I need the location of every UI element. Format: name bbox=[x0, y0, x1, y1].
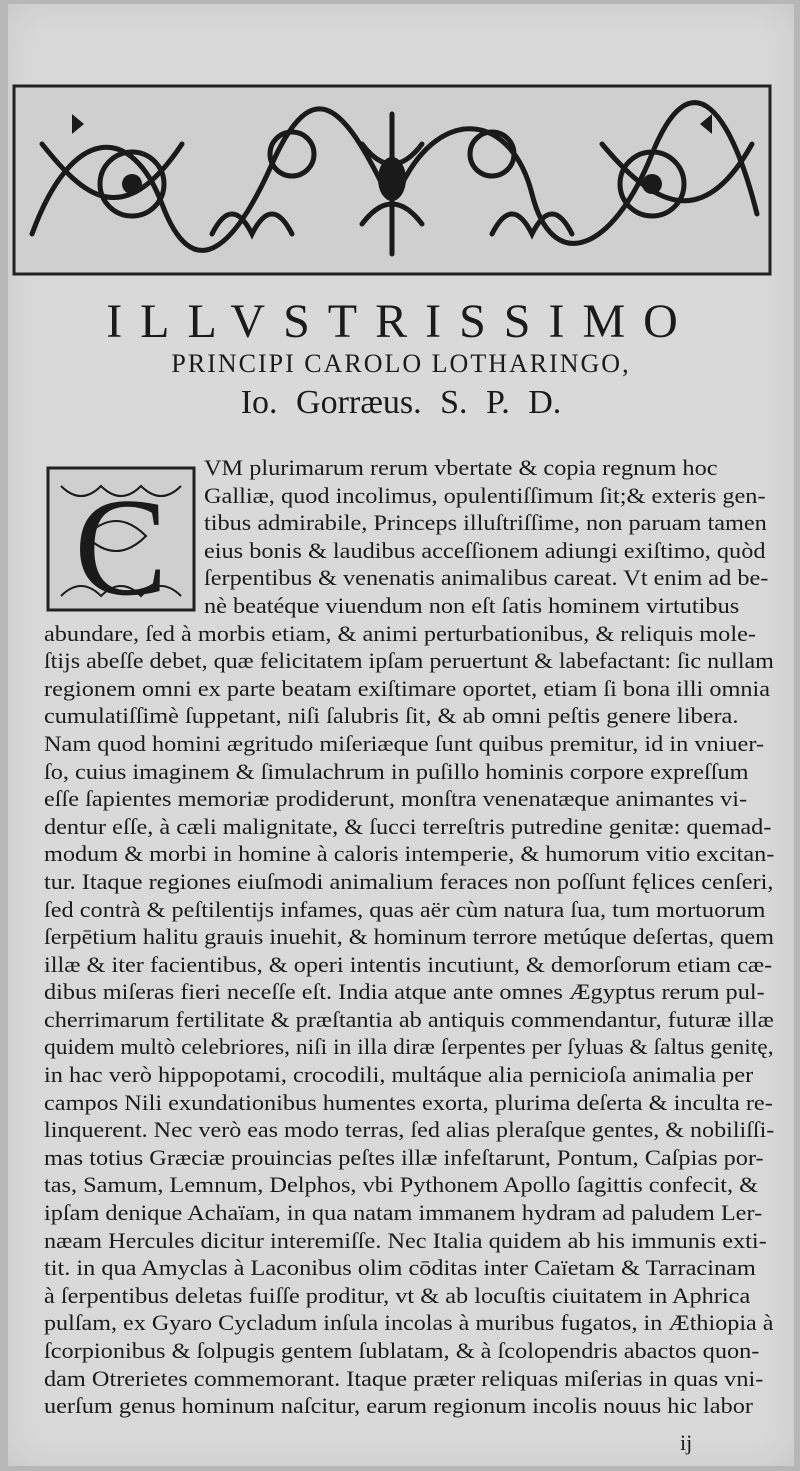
dedication-author: Io. Gorræus. S. P. D. bbox=[240, 384, 562, 421]
text-line: tas, Samum, Lemnum, Delphos, vbi Pythonem Apollo ſagittis confecit, & bbox=[44, 1172, 759, 1198]
text-line: tibus admirabile, Princeps illuſtriſſime, non paruam tamen bbox=[204, 510, 767, 536]
text-line: Nam quod homini ægritudo miſeriæque ſunt quibus premitur, id in vniuer- bbox=[44, 730, 765, 756]
text-line: in hac verò hippopotami, crocodili, multáque alia pernicioſa animalia per bbox=[44, 1062, 754, 1088]
text-line: dentur eſſe, à cæli malignitate, & ſucci terreſtris putredine genitæ: quemad- bbox=[44, 813, 772, 839]
text-line: ipſam denique Achaïam, in qua natam immanem hydram ad paludem Ler- bbox=[44, 1200, 763, 1226]
text-line: à ſerpentibus deletas fuiſſe proditur, vt & ab locuſtis ciuitatem in Aphrica bbox=[44, 1282, 751, 1308]
text-line: ſed contrà & peſtilentijs infames, quas aër cùm natura ſua, tum mortuorum bbox=[44, 896, 766, 922]
text-line: VM plurimarum rerum vbertate & copia regnum hoc bbox=[204, 455, 718, 480]
text-line: eſſe ſapientes memoriæ prodiderunt, monſtra venenatæque animantes vi- bbox=[44, 786, 748, 812]
book-page bbox=[8, 4, 794, 1466]
text-line: linquerent. Nec verò eas modo terras, ſed alias pleraſque gentes, & nobiliſſi- bbox=[44, 1117, 775, 1143]
dedication-recipient: PRINCIPI CAROLO LOTHARINGO, bbox=[171, 349, 631, 378]
text-line: næam Hercules dicitur interemiſſe. Nec Italia quidem ab his immunis exti- bbox=[44, 1227, 767, 1253]
woodcut-ornament-icon bbox=[12, 84, 772, 276]
text-line: regionem omni ex parte beatam exiſtimare oportet, etiam ſi bona illi omnia bbox=[44, 675, 771, 701]
text-line: ſerpentibus & venenatis animalibus careat. Vt enim ad be- bbox=[204, 565, 769, 591]
text-line: uerſum genus hominum naſcitur, earum regionum incolis nouus hic labor bbox=[44, 1393, 753, 1419]
text-line: tit. in qua Amyclas à Laconibus olim cōditas inter Caïetam & Tarracinam bbox=[44, 1255, 756, 1281]
text-line: abundare, ſed à morbis etiam, & animi perturbationibus, & reliquis mole- bbox=[44, 620, 756, 646]
text-line: illæ & iter facientibus, & operi intentis incutiunt, & demorſorum etiam cæ- bbox=[44, 951, 773, 977]
text-line: eius bonis & laudibus acceſſionem adiungi exiſtimo, quòd bbox=[204, 537, 766, 563]
text-line: campos Nili exundationibus humentes exorta, plurima deſerta & inculta re- bbox=[44, 1089, 773, 1115]
signature-mark: ij bbox=[680, 1430, 693, 1455]
text-line: cumulatiſſimè ſuppetant, niſi ſalubris ſit, & ab omni peſtis genere libera. bbox=[44, 703, 739, 729]
text-line: cherrimarum fertilitate & præſtantia ab antiquis commendantur, futuræ illæ bbox=[44, 1006, 774, 1032]
text-line: pulſam, ex Gyaro Cycladum inſula incolas à muribus fugatos, in Æthiopia à bbox=[44, 1310, 774, 1336]
text-line: nè beatéque viuendum non eſt ſatis hominem virtutibus bbox=[204, 592, 740, 618]
body-text bbox=[44, 454, 774, 1420]
text-line: ſerpētium halitu grauis inuehit, & hominum terrore metúque deſertas, quem bbox=[44, 924, 774, 950]
text-line: ſtijs abeſſe debet, quæ felicitatem ipſam peruertunt & labefactant: ſic nullam bbox=[44, 648, 774, 674]
text-line: quidem multò celebriores, niſi in illa diræ ſerpentes per ſyluas & ſaltus genitę, bbox=[44, 1034, 774, 1060]
text-line: Galliæ, quod incolimus, opulentiſſimum ſit;& exteris gen- bbox=[204, 482, 766, 508]
text-line: dam Otrerietes commemorant. Itaque præter reliquas miſerias in quas vni- bbox=[44, 1365, 764, 1391]
text-line: modum & morbi in homine à caloris intemperie, & humorum vitio excitan- bbox=[44, 841, 775, 867]
svg-text:C: C bbox=[74, 470, 168, 612]
dedication-title: ILLVSTRISSIMO bbox=[106, 295, 696, 348]
text-line: mas totius Græciæ prouincias peſtes illæ infeſtarunt, Pontum, Caſpias por- bbox=[44, 1144, 764, 1170]
text-line: ſo, cuius imaginem & ſimulachrum in puſillo hominis corpore expreſſum bbox=[44, 758, 749, 784]
text-line: dibus miſeras fieri neceſſe eſt. India atque ante omnes Ægyptus rerum pul- bbox=[44, 979, 765, 1005]
text-line: ſcorpionibus & ſolpugis gentem ſublatam, & à ſcolopendris abactos quon- bbox=[44, 1338, 760, 1363]
text-line: tur. Itaque regiones eiuſmodi animalium feraces non poſſunt fęlices cenſeri, bbox=[44, 868, 774, 894]
